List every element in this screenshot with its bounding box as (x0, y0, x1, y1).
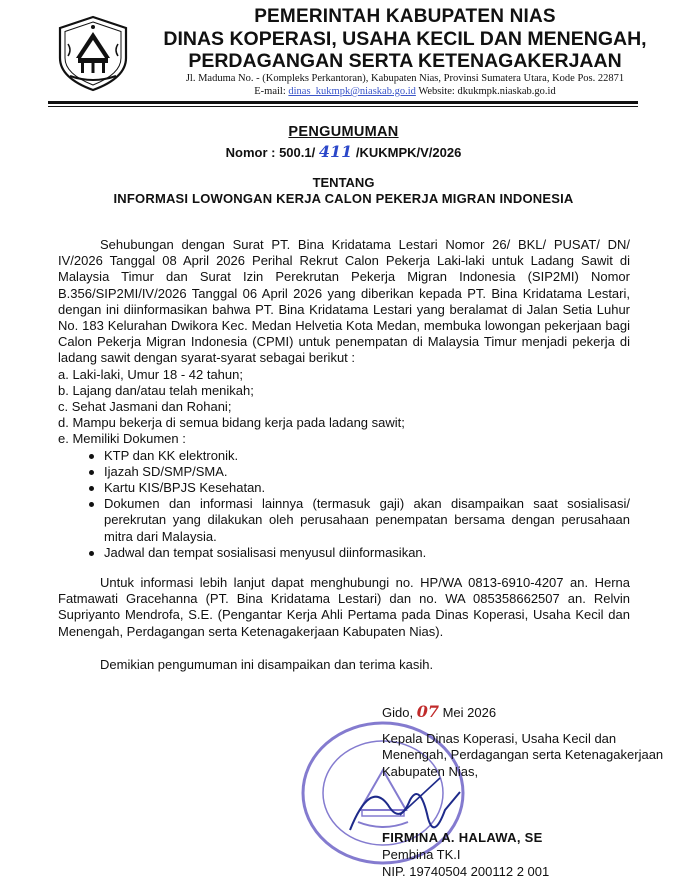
requirements-list (58, 367, 630, 448)
email-link[interactable]: dinas_kukmpk@niaskab.go.id (288, 86, 416, 97)
about-label: TENTANG (312, 175, 375, 190)
document-number (0, 142, 687, 161)
document-body (58, 237, 630, 673)
list-item: d. Mampu bekerja di semua bidang kerja pada ladang sawit; (58, 415, 405, 431)
documents-list (58, 448, 630, 561)
document-subject: INFORMASI LOWONGAN KERJA CALON PEKERJA MIGRAN INDONESIA (113, 191, 574, 206)
agency-address: Jl. Maduma No. - (Kompleks Perkantoran), Kabupaten Nias, Provinsi Sumatera Utara, Kode Pos. 22871 (185, 73, 625, 84)
signer-name: FIRMINA A. HALAWA, SE (382, 830, 543, 845)
handwritten-number: 411 (318, 142, 353, 161)
email-label: E-mail: (254, 86, 289, 97)
date-prefix: Gido, (382, 705, 417, 720)
list-item: Ijazah SD/SMP/SMA. (104, 464, 630, 480)
regency-emblem-icon (54, 14, 132, 92)
letterhead (140, 6, 670, 98)
signer-rank: Pembina TK.I (382, 847, 461, 862)
letterhead-rule-thick (48, 101, 638, 104)
signer-nip: NIP. 19740504 200112 2 001 (382, 864, 550, 879)
list-item: e. Memiliki Dokumen : (58, 431, 186, 447)
handwritten-day: 07 (416, 702, 439, 721)
list-item: Jadwal dan tempat sosialisasi menyusul diinformasikan. (104, 545, 630, 561)
list-item: Kartu KIS/BPJS Kesehatan. (104, 480, 630, 496)
signing-date (382, 704, 672, 721)
list-item: b. Lajang dan/atau telah menikah; (58, 382, 254, 398)
signature-block (382, 702, 672, 879)
document-heading: PENGUMUMAN (288, 124, 399, 140)
agency-name-line2: PERDAGANGAN SERTA KETENAGAKERJAAN (188, 50, 622, 72)
contact-paragraph: Untuk informasi lebih lanjut dapat menghubungi no. HP/WA 0813-6910-4207 an. Herna Fatmawati Gracehanna (PT. Bina Kridatama Lestari) dan no. WA 085358662507 an. Relvin Supriyanto Mendrofa, S.E. (Pengantar Kerja Ahli Pertama pada Dinas Koperasi, Usaha Kecil dan Menengah, Perdagangan serta Ketenagakerjaan Kabupaten Nias). (58, 575, 630, 639)
date-suffix: Mei 2026 (438, 705, 497, 720)
signer-position: Kepala Dinas Koperasi, Usaha Kecil dan Menengah, Perdagangan serta Ketenagakerjaan Kabupaten Nias, (382, 731, 664, 779)
website-label: Website: (415, 86, 458, 97)
agency-name-line1: DINAS KOPERASI, USAHA KECIL DAN MENENGAH, (163, 28, 647, 50)
list-item: KTP dan KK elektronik. (104, 448, 630, 464)
list-item: a. Laki-laki, Umur 18 - 42 tahun; (58, 366, 243, 382)
government-name: PEMERINTAH KABUPATEN NIAS (254, 6, 556, 27)
number-suffix: /KUKMPK/V/2026 (352, 145, 462, 160)
intro-paragraph: Sehubungan dengan Surat PT. Bina Kridatama Lestari Nomor 26/ BKL/ PUSAT/ DN/ IV/2026 Tanggal 08 April 2026 Perihal Rekrut Calon Pekerja Laki-laki untuk Ladang Sawit di Malaysia Timur dan Surat Izin Perekrutan Pekerja Migran Indonesia (SIP2MI) Nomor B.356/SIP2MI/IV/2026 Tanggal 06 April 2026 yang diberikan kepada PT. Bina Kridatama Lestari, dengan ini diinformasikan bahwa PT. Bina Kridatama Lestari yang beralamat di Jalan Setia Luhur No. 183 Kelurahan Dwikora Kec. Medan Helvetia Kota Medan, membuka lowongan pekerjaan bagi Calon Pekerja Migran Indonesia (CPMI) untuk penempatan di Malaysia Timur menjadi pekerja di ladang sawit dengan syarat-syarat sebagai berikut : (58, 237, 630, 366)
letterhead-rule-thin (48, 106, 638, 107)
closing-paragraph: Demikian pengumuman ini disampaikan dan terima kasih. (100, 656, 434, 672)
agency-contact (140, 86, 670, 98)
website-text: dkukmpk.niaskab.go.id (457, 86, 556, 97)
list-item: Dokumen dan informasi lainnya (termasuk gaji) akan disampaikan saat sosialisasi/ perekrutan yang dilakukan oleh perusahaan penempatan bersama dengan perusahaan mitra dari Malaysia. (104, 496, 630, 544)
list-item: c. Sehat Jasmani dan Rohani; (58, 399, 232, 415)
number-prefix: Nomor : 500.1/ (225, 145, 319, 160)
